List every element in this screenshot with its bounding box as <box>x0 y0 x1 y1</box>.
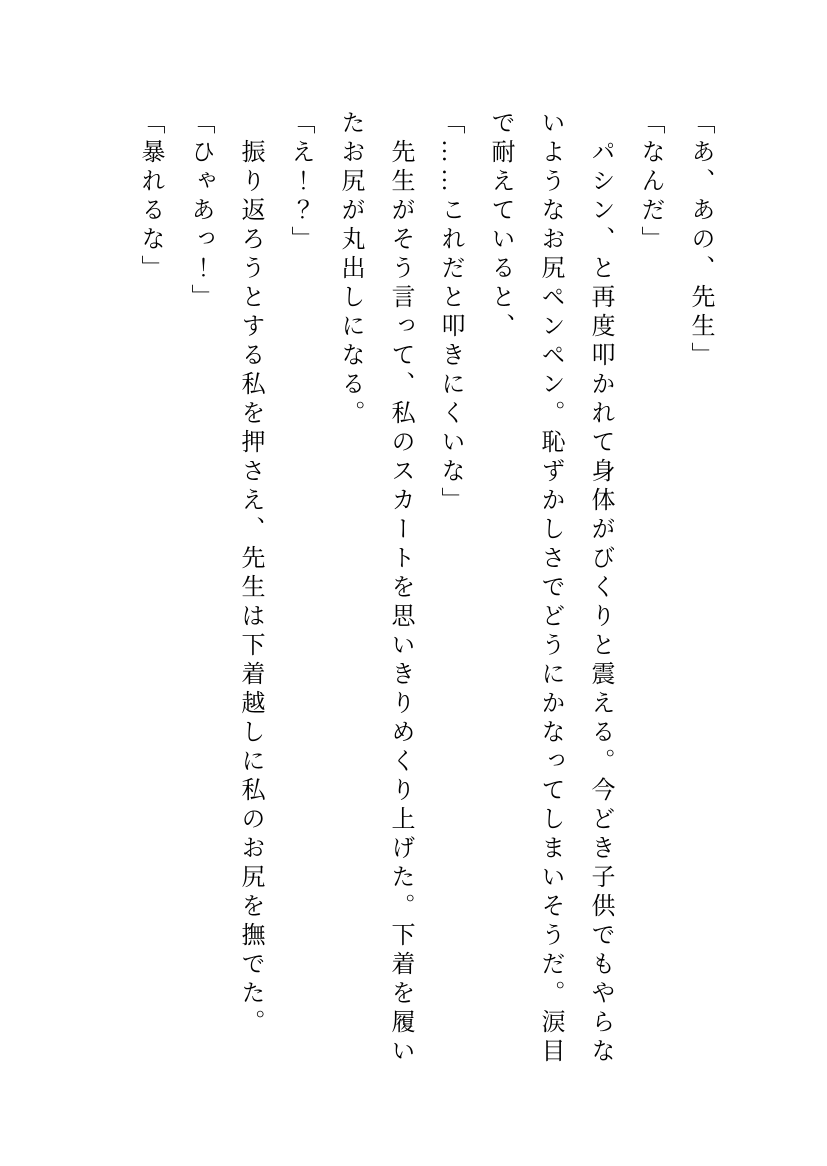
text-line: いようなお尻ペンペン。恥ずかしさでどうにかなってしまいそうだ。涙目 <box>537 110 563 1067</box>
text-line: パシン、と再度叩かれて身体がびくりと震える。今どき子供でもやらな <box>587 139 613 1067</box>
text-line: 「……これだと叩きにくいな」 <box>437 110 463 516</box>
text-line: たお尻が丸出しになる。 <box>337 110 363 429</box>
text-line: 「え！？」 <box>287 110 313 255</box>
vertical-text-block <box>125 110 725 1110</box>
text-line: 「ひゃあっ！」 <box>187 110 213 313</box>
text-line: 「あ、あの、先生」 <box>687 110 713 371</box>
text-line: 先生がそう言って、私のスカートを思いきりめくり上げた。下着を履い <box>387 139 413 1067</box>
text-line: で耐えていると、 <box>487 110 513 342</box>
text-line: 振り返ろうとする私を押さえ、先生は下着越しに私のお尻を撫でた。 <box>237 139 263 1038</box>
text-line: 「なんだ」 <box>637 110 663 255</box>
text-line: 「暴れるな」 <box>137 110 163 284</box>
